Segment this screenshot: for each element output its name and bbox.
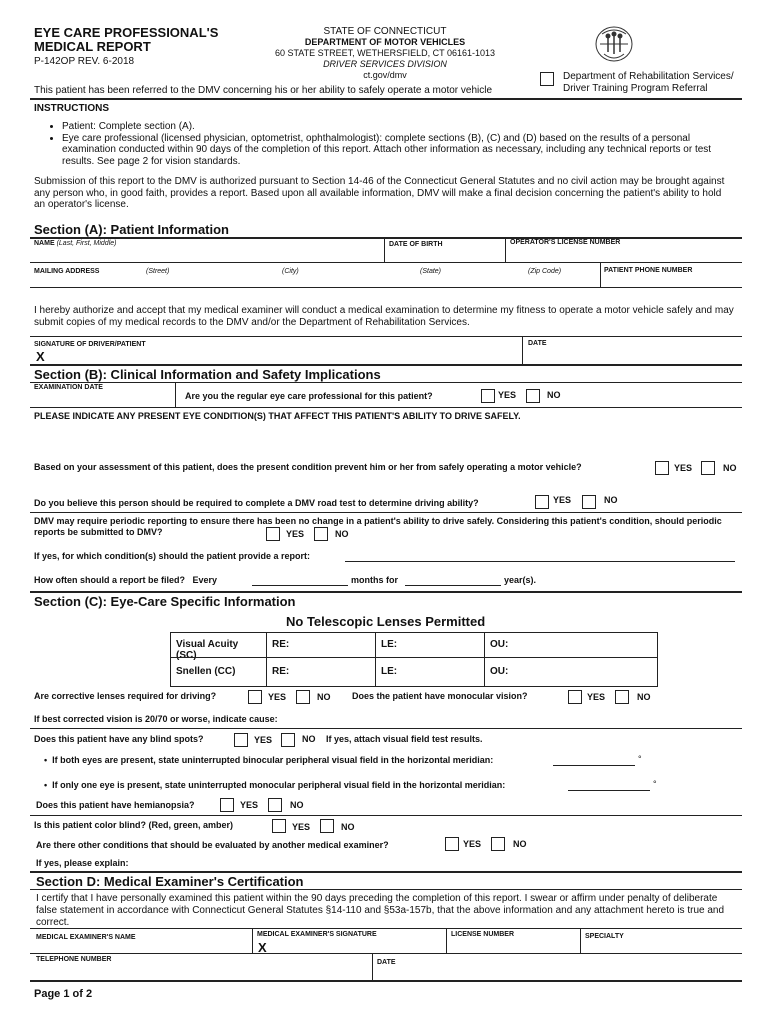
name-label	[34, 240, 116, 247]
agency-address: 60 STATE STREET, WETHERSFIELD, CT 06161-1013	[274, 48, 496, 58]
mailing-label: MAILING ADDRESS	[34, 268, 100, 275]
instructions-heading: INSTRUCTIONS	[34, 103, 109, 114]
section-b-title: Section (B): Clinical Information and Safety Implications	[34, 367, 381, 382]
state-seal-icon	[590, 22, 638, 66]
periodic-yes-label: YES	[286, 529, 305, 539]
snellen-ou-field[interactable]: OU:	[484, 657, 658, 687]
examiner-name-label: MEDICAL EXAMINER'S NAME	[36, 934, 136, 941]
submission-text: Submission of this report to the DMV is authorized pursuant to Section 14-46 of the Connecticut General Statutes and no civil action may be brought against any person who, in good faith, provides a report. Based upon all available information, DMV will make a final decision concerning the patient's ability to hold an operator's license.	[34, 176, 725, 210]
color-no-label: NO	[341, 822, 355, 832]
other-conditions-question: Are there other conditions that should be evaluated by another medical examiner?	[36, 840, 389, 850]
road-test-no-checkbox[interactable]	[582, 495, 596, 509]
hemianopsia-yes-checkbox[interactable]	[220, 798, 234, 812]
corrective-no-checkbox[interactable]	[296, 690, 310, 704]
section-a-title: Section (A): Patient Information	[34, 222, 229, 237]
corrective-yes-label: YES	[268, 692, 287, 702]
state-hint: (State)	[420, 268, 442, 275]
one-eye-text: • If only one eye is present, state uninterrupted monocular peripheral visual field in the horizontal meridian:	[44, 780, 506, 790]
months-for-text: months for	[351, 575, 398, 585]
rehab-referral-checkbox[interactable]	[540, 72, 554, 86]
blind-yes-checkbox[interactable]	[234, 733, 248, 747]
blind-no-label: NO	[302, 734, 316, 744]
name-hint: (Last, First, Middle)	[56, 240, 117, 247]
authorization-text: I hereby authorize and accept that my medical examiner will conduct a medical examination to determine my fitness to operate a motor vehicle safely and may submit copies of my medical records to the DMV and/or the Department of Rehabilitation Services.	[34, 305, 734, 328]
monocular-no-label: NO	[637, 692, 651, 702]
other-no-label: NO	[513, 839, 527, 849]
corrective-no-label: NO	[317, 692, 331, 702]
conditions-heading: PLEASE INDICATE ANY PRESENT EYE CONDITION(S) THAT AFFECT THIS PATIENT'S ABILITY TO DRIVE SAFELY.	[34, 411, 521, 421]
zip-hint: (Zip Code)	[528, 268, 562, 275]
how-often-text: How often should a report be filed?	[34, 575, 186, 585]
agency-dept: DEPARTMENT OF MOTOR VEHICLES	[304, 37, 466, 47]
signature-label: SIGNATURE OF DRIVER/PATIENT	[34, 341, 146, 348]
years-field[interactable]	[405, 585, 501, 586]
how-often-question	[34, 575, 217, 585]
one-eye-label: If only one eye is present, state uninterrupted monocular peripheral visual field in the horizontal meridian:	[52, 780, 506, 790]
specialty-label: SPECIALTY	[585, 933, 624, 940]
road-test-no-label: NO	[604, 495, 618, 505]
corrective-yes-checkbox[interactable]	[248, 690, 262, 704]
blind-spots-question: Does this patient have any blind spots?	[34, 734, 204, 744]
other-yes-label: YES	[463, 839, 482, 849]
blind-no-checkbox[interactable]	[281, 733, 295, 747]
va-re-field[interactable]: RE:	[266, 632, 376, 658]
monocular-yes-checkbox[interactable]	[568, 690, 582, 704]
periodic-no-checkbox[interactable]	[314, 527, 328, 541]
date-label: DATE	[528, 340, 547, 347]
periodic-yes-checkbox[interactable]	[266, 527, 280, 541]
va-ou-field[interactable]: OU:	[484, 632, 658, 658]
visual-acuity-label: Visual Acuity (SC)	[170, 632, 267, 658]
name-label-text: NAME	[34, 240, 55, 247]
va-le-field[interactable]: LE:	[375, 632, 485, 658]
examiner-x-mark: X	[258, 940, 267, 955]
referral-line-1: Department of Rehabilitation Services/	[563, 71, 734, 82]
prevent-yes-label: YES	[674, 463, 693, 473]
page-number: Page 1 of 2	[34, 988, 93, 1000]
agency-block	[250, 26, 520, 81]
road-test-yes-label: YES	[553, 495, 572, 505]
title-line-1: EYE CARE PROFESSIONAL'S	[34, 25, 219, 40]
other-yes-checkbox[interactable]	[445, 837, 459, 851]
referral-line-2: Driver Training Program Referral	[563, 83, 708, 94]
cause-question: If best corrected vision is 20/70 or worse, indicate cause:	[34, 714, 278, 724]
both-eyes-label: If both eyes are present, state uninterrupted binocular peripheral visual field in the horizontal meridian:	[52, 755, 494, 765]
snellen-le-field[interactable]: LE:	[375, 657, 485, 687]
no-telescopic-heading: No Telescopic Lenses Permitted	[286, 614, 486, 629]
color-no-checkbox[interactable]	[320, 819, 334, 833]
telephone-label: TELEPHONE NUMBER	[36, 956, 112, 963]
hemianopsia-no-checkbox[interactable]	[268, 798, 282, 812]
license-label: OPERATOR'S LICENSE NUMBER	[510, 239, 621, 246]
agency-state: STATE OF CONNECTICUT	[323, 26, 447, 37]
phone-label: PATIENT PHONE NUMBER	[604, 267, 693, 274]
road-test-yes-checkbox[interactable]	[535, 495, 549, 509]
monocular-no-checkbox[interactable]	[615, 690, 629, 704]
both-eyes-text: • If both eyes are present, state uninterrupted binocular peripheral visual field in the horizontal meridian:	[44, 755, 494, 765]
regular-yes-label: YES	[498, 390, 517, 400]
prevent-no-label: NO	[723, 463, 737, 473]
hemianopsia-question: Does this patient have hemianopsia?	[36, 800, 195, 810]
title-line-2: MEDICAL REPORT	[34, 39, 151, 54]
section-c-title: Section (C): Eye-Care Specific Information	[34, 594, 296, 609]
certification-text: I certify that I have personally examined this patient within the 90 days preceding the completion of this report. I swear or affirm under penalty of deliberate false statement in accordance with Connecticut General Statutes §14-110 and §53a-157b, that the above information and any attachment hereto is true and correct.	[36, 893, 725, 928]
snellen-re-field[interactable]: RE:	[266, 657, 376, 687]
explain-label: If yes, please explain:	[36, 858, 129, 868]
examiner-date-label: DATE	[377, 959, 396, 966]
section-d-title: Section D: Medical Examiner's Certification	[36, 874, 304, 889]
signature-x-mark: X	[36, 349, 45, 364]
corrective-question: Are corrective lenses required for driving?	[34, 691, 217, 701]
referred-text: This patient has been referred to the DMV concerning his or her ability to safely operate a motor vehicle	[34, 85, 493, 96]
instruction-bullet-1: • Patient: Complete section (A).	[62, 121, 738, 133]
form-number: P-142OP REV. 6-2018	[34, 56, 135, 67]
form-title	[34, 26, 218, 54]
both-eyes-field[interactable]	[553, 765, 635, 766]
instruction-bullet-2: • Eye care professional (licensed physician, optometrist, ophthalmologist): complete sections (B), (C) and (D) based on the results of a personal examination conducted within 90 days of the completion of this report. Attach other information as necessary, including any technical reports or test results. See page 2 for vision standards.	[62, 133, 738, 168]
agency-division: DRIVER SERVICES DIVISION	[323, 59, 447, 69]
both-eyes-degree: °	[638, 754, 642, 764]
prevent-yes-checkbox[interactable]	[655, 461, 669, 475]
years-text: year(s).	[504, 575, 537, 585]
hemianopsia-yes-label: YES	[240, 800, 259, 810]
color-yes-label: YES	[292, 822, 311, 832]
regular-no-checkbox[interactable]	[526, 389, 540, 403]
other-no-checkbox[interactable]	[491, 837, 505, 851]
regular-no-label: NO	[547, 390, 561, 400]
road-test-question: Do you believe this person should be required to complete a DMV road test to determine driving ability?	[34, 498, 479, 508]
examiner-signature-label: MEDICAL EXAMINER'S SIGNATURE	[257, 931, 377, 938]
prevent-no-checkbox[interactable]	[701, 461, 715, 475]
street-hint: (Street)	[146, 268, 170, 275]
which-conditions-field[interactable]	[345, 561, 735, 562]
every-text: Every	[192, 575, 218, 585]
every-field[interactable]	[252, 585, 348, 586]
rehab-referral-label	[563, 71, 734, 95]
one-eye-degree: °	[653, 779, 657, 789]
monocular-question: Does the patient have monocular vision?	[352, 691, 528, 701]
regular-yes-checkbox[interactable]	[481, 389, 495, 403]
blind-yes-label: YES	[254, 735, 273, 745]
instructions-list	[48, 121, 738, 167]
prevent-question: Based on your assessment of this patient, does the present condition prevent him or her from safely operating a motor vehicle?	[34, 462, 582, 472]
which-conditions-question: If yes, for which condition(s) should the patient provide a report:	[34, 551, 311, 561]
monocular-yes-label: YES	[587, 692, 606, 702]
color-yes-checkbox[interactable]	[272, 819, 286, 833]
one-eye-field[interactable]	[568, 790, 650, 791]
periodic-question: DMV may require periodic reporting to ensure there has been no change in a patient's ability to drive safely. Considering this patient's condition, should periodic reports be submitted to DMV?	[34, 516, 722, 537]
snellen-label: Snellen (CC)	[170, 657, 267, 687]
city-hint: (City)	[282, 268, 299, 275]
color-blind-question: Is this patient color blind? (Red, green, amber)	[34, 820, 234, 830]
blind-attach-text: If yes, attach visual field test results.	[326, 734, 483, 744]
periodic-no-label: NO	[335, 529, 349, 539]
exam-date-label: EXAMINATION DATE	[34, 384, 103, 391]
agency-website: ct.gov/dmv	[363, 70, 407, 80]
dob-label: DATE OF BIRTH	[389, 241, 443, 248]
hemianopsia-no-label: NO	[290, 800, 304, 810]
license-number-label: LICENSE NUMBER	[451, 931, 515, 938]
regular-question: Are you the regular eye care professional for this patient?	[185, 391, 433, 401]
